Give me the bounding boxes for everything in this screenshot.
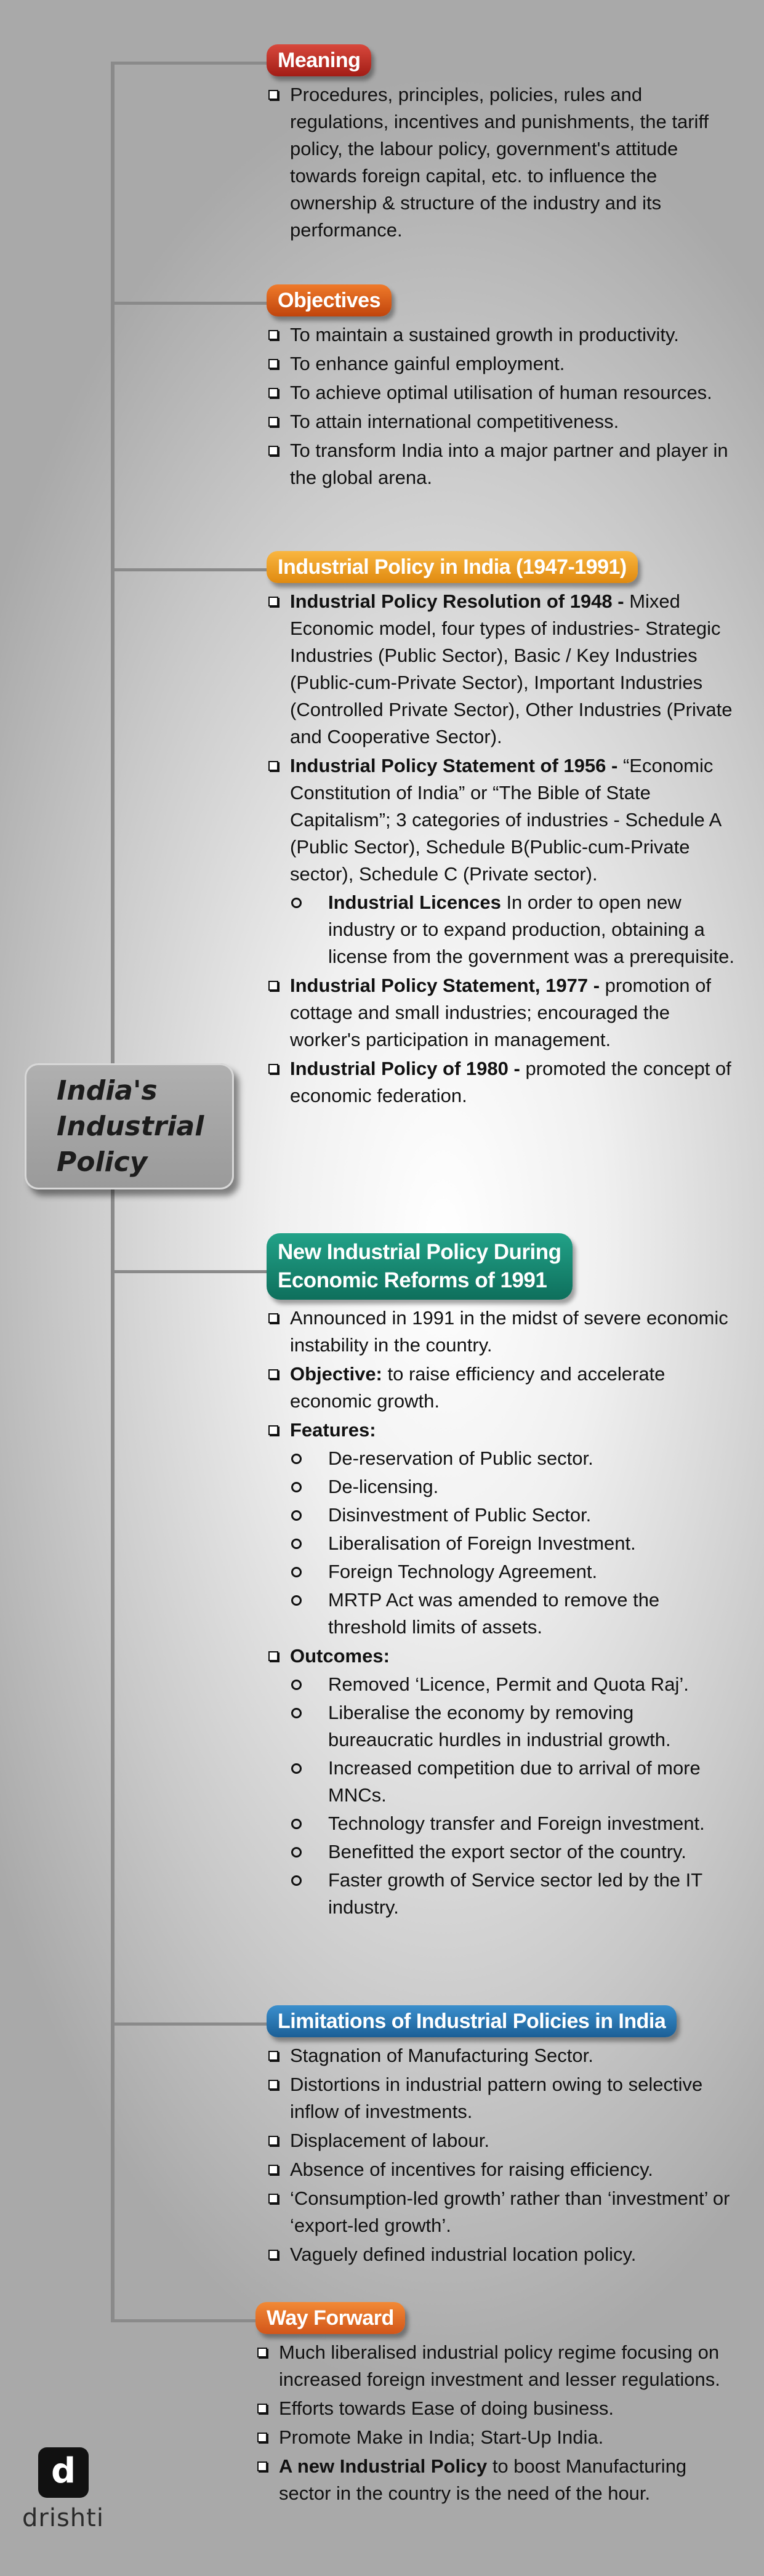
drishti-logo bbox=[22, 2447, 104, 2532]
list-item: Efforts towards Ease of doing business. bbox=[255, 2395, 742, 2422]
list-item: Industrial Policy Statement, 1977 - promotion of cottage and small industries; encouraged the worker's participation in management. bbox=[267, 972, 741, 1053]
sub-list-item: Foreign Technology Agreement. bbox=[290, 1558, 741, 1585]
branch-line-new-policy-1991 bbox=[111, 1270, 271, 1273]
list-item: Absence of incentives for raising efficiency. bbox=[267, 2156, 741, 2183]
list-item: Displacement of labour. bbox=[267, 2127, 741, 2154]
sub-list-item: Liberalisation of Foreign Investment. bbox=[290, 1530, 741, 1557]
drishti-logo-icon: d bbox=[38, 2447, 89, 2498]
drishti-logo-wordmark: drishti bbox=[22, 2504, 104, 2532]
sub-list-item: De-licensing. bbox=[290, 1473, 741, 1500]
list-item: Objective: to raise efficiency and accelerate economic growth. bbox=[267, 1361, 741, 1415]
list-item: Promote Make in India; Start-Up India. bbox=[255, 2424, 742, 2451]
section-heading: Way Forward bbox=[255, 2302, 405, 2334]
section-heading: Limitations of Industrial Policies in India bbox=[267, 2005, 677, 2037]
central-topic-title: India's Industrial Policy bbox=[57, 1075, 204, 1178]
section-objectives bbox=[267, 284, 741, 491]
sub-list-item: Removed ‘Licence, Permit and Quota Raj’. bbox=[290, 1671, 741, 1698]
list-item: Vaguely defined industrial location policy. bbox=[267, 2241, 741, 2268]
branch-line-policy-1947-1991 bbox=[111, 568, 271, 571]
sub-bullet-list bbox=[290, 1671, 741, 1921]
section-way-forward bbox=[255, 2302, 742, 2507]
bullet-list bbox=[267, 2042, 741, 2268]
sub-list-item: Liberalise the economy by removing bureaucratic hurdles in industrial growth. bbox=[290, 1699, 741, 1753]
list-item: Industrial Policy Resolution of 1948 - Mixed Economic model, four types of industries- Strategic Industries (Public Sector), Basic / Key Industries (Public-cum-Private Sector), Important Industries (Controlled Private Sector), Other Industries (Private and Cooperative Sector). bbox=[267, 588, 741, 751]
sub-list-item: Technology transfer and Foreign investment. bbox=[290, 1810, 741, 1837]
list-item: Industrial Policy Statement of 1956 - “Economic Constitution of India” or “The Bible of State Capitalism”; 3 categories of industries - Schedule A (Public Sector), Schedule B(Public-cum-Private sector), Schedule C (Private sector). Industrial Licences In order to open new industry or to expand production, obtaining a license from the government was a prerequisite. bbox=[267, 752, 741, 970]
branch-line-meaning bbox=[111, 62, 271, 65]
bullet-list bbox=[255, 2339, 742, 2507]
section-heading: Industrial Policy in India (1947-1991) bbox=[267, 551, 638, 583]
section-new-policy-1991 bbox=[267, 1233, 741, 1921]
list-item: A new Industrial Policy to boost Manufacturing sector in the country is the need of the hour. bbox=[255, 2453, 742, 2507]
bullet-list bbox=[267, 588, 741, 1109]
branch-line-limitations bbox=[111, 2023, 271, 2026]
section-heading: Meaning bbox=[267, 44, 371, 76]
sub-list-item: MRTP Act was amended to remove the threshold limits of assets. bbox=[290, 1587, 741, 1641]
list-item: Procedures, principles, policies, rules and regulations, incentives and punishments, the tariff policy, the labour policy, government's attitude towards foreign capital, etc. to influence the ownership & structure of the industry and its performance. bbox=[267, 81, 741, 244]
section-policy-1947-1991 bbox=[267, 551, 741, 1109]
list-item: Features: De-reservation of Public sector. De-licensing. Disinvestment of Public Sector. Liberalisation of Foreign Investment. Foreign Technology Agreement. MRTP Act was amended to remove the threshold limits of assets. bbox=[267, 1417, 741, 1641]
section-heading: New Industrial Policy During Economic Reforms of 1991 bbox=[267, 1233, 573, 1300]
section-meaning bbox=[267, 44, 741, 244]
list-item: Stagnation of Manufacturing Sector. bbox=[267, 2042, 741, 2069]
sub-list-item: Benefitted the export sector of the country. bbox=[290, 1838, 741, 1866]
branch-line-objectives bbox=[111, 302, 271, 305]
list-item: ‘Consumption-led growth’ rather than ‘investment’ or ‘export-led growth’. bbox=[267, 2185, 741, 2239]
list-item: To enhance gainful employment. bbox=[267, 350, 741, 377]
sub-list-item: Faster growth of Service sector led by the IT industry. bbox=[290, 1867, 741, 1921]
list-item: Distortions in industrial pattern owing to selective inflow of investments. bbox=[267, 2071, 741, 2125]
bullet-list bbox=[267, 81, 741, 244]
tree-trunk-line bbox=[111, 62, 115, 2321]
section-limitations bbox=[267, 2005, 741, 2268]
sub-list-item: Increased competition due to arrival of more MNCs. bbox=[290, 1755, 741, 1809]
central-topic-box bbox=[25, 1063, 234, 1189]
bullet-list bbox=[267, 321, 741, 491]
sub-list-item: Disinvestment of Public Sector. bbox=[290, 1502, 741, 1529]
list-item: Announced in 1991 in the midst of severe economic instability in the country. bbox=[267, 1305, 741, 1359]
sub-bullet-list bbox=[290, 889, 741, 970]
section-heading: Objectives bbox=[267, 284, 392, 316]
branch-line-way-forward bbox=[111, 2319, 271, 2322]
bullet-list bbox=[267, 1305, 741, 1921]
sub-list-item: De-reservation of Public sector. bbox=[290, 1445, 741, 1472]
list-item: To maintain a sustained growth in productivity. bbox=[267, 321, 741, 348]
sub-bullet-list bbox=[290, 1445, 741, 1641]
list-item: To transform India into a major partner and player in the global arena. bbox=[267, 437, 741, 491]
list-item: Industrial Policy of 1980 - promoted the concept of economic federation. bbox=[267, 1055, 741, 1109]
list-item: Much liberalised industrial policy regime focusing on increased foreign investment and lesser regulations. bbox=[255, 2339, 742, 2393]
list-item: To achieve optimal utilisation of human resources. bbox=[267, 379, 741, 406]
list-item: To attain international competitiveness. bbox=[267, 408, 741, 435]
list-item: Outcomes: Removed ‘Licence, Permit and Quota Raj’. Liberalise the economy by removing bureaucratic hurdles in industrial growth. Increased competition due to arrival of more MNCs. Technology transfer and Foreign investment. Benefitted the export sector of the country. Faster growth of Service sector led by the IT industry. bbox=[267, 1643, 741, 1921]
sub-list-item: Industrial Licences In order to open new industry or to expand production, obtaining a license from the government was a prerequisite. bbox=[290, 889, 741, 970]
